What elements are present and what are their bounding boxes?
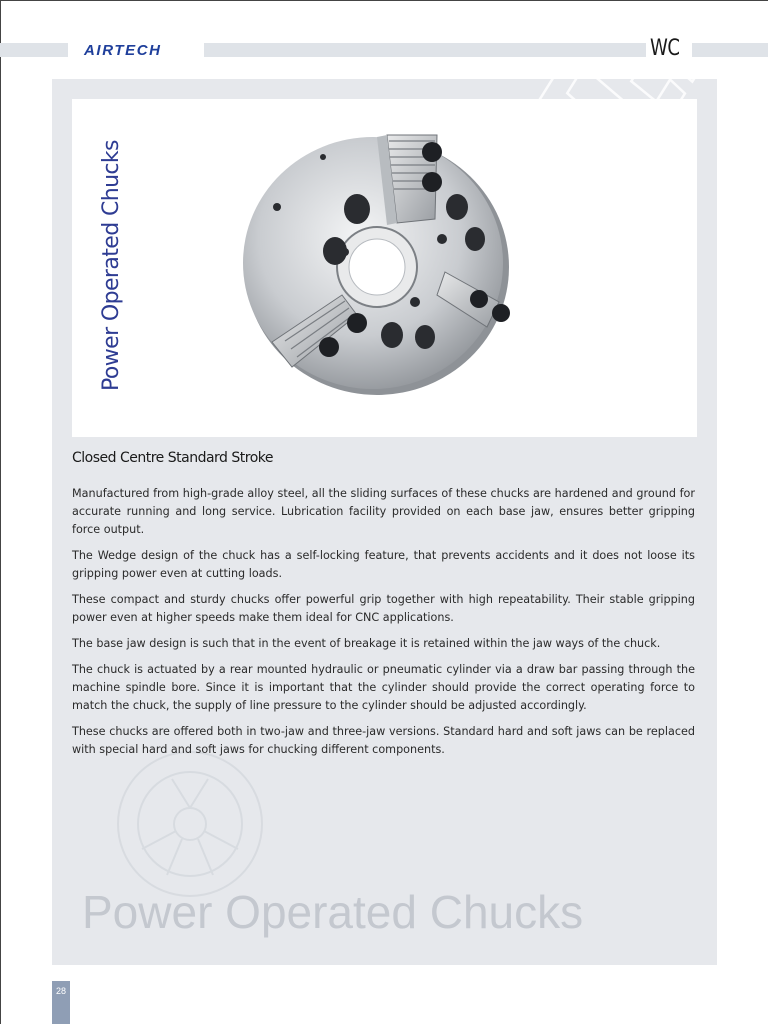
- footer-watermark-title: Power Operated Chucks: [82, 886, 584, 938]
- header-band-right: [692, 43, 768, 57]
- page-frame-left: [0, 0, 1, 1024]
- paragraph: The chuck is actuated by a rear mounted hydraulic or pneumatic cylinder via a draw bar passing through the machine spindle bore. Since it is important that the cylinder should provide the correct operating force to match the chuck, the supply of line pressure to the cylinder should be adjusted accordingly.: [72, 663, 695, 712]
- header-band-left: [0, 43, 68, 57]
- brand-logo: AIRTECH: [84, 42, 162, 59]
- paragraph: The Wedge design of the chuck has a self-locking feature, that prevents accidents and it does not loose its gripping power even at cutting loads.: [72, 549, 695, 580]
- chuck-photo-icon: [237, 127, 517, 397]
- page-number: 28: [55, 986, 66, 996]
- paragraph: Manufactured from high-grade alloy steel, all the sliding surfaces of these chucks are hardened and ground for accurate running and long service. Lubrication facility provided on each base jaw, ensures better gripping force output.: [72, 487, 695, 536]
- section-subtitle: Closed Centre Standard Stroke: [72, 450, 273, 466]
- paragraph: These compact and sturdy chucks offer powerful grip together with high repeatability. Their stable gripping power even at higher speeds make them ideal for CNC applications.: [72, 593, 695, 624]
- product-photo-frame: [72, 99, 697, 437]
- content-panel: [52, 79, 717, 965]
- paragraph: The base jaw design is such that in the event of breakage it is retained within the jaw ways of the chuck.: [72, 637, 661, 650]
- page-frame-top: [0, 0, 768, 1]
- side-title: Power Operated Chucks: [99, 140, 124, 391]
- paragraph: These chucks are offered both in two-jaw and three-jaw versions. Standard hard and soft jaws can be replaced with special hard and soft jaws for chucking different components.: [72, 725, 695, 756]
- header-band-middle: [204, 43, 646, 57]
- description-text: [72, 485, 695, 767]
- section-code: WC: [650, 36, 680, 61]
